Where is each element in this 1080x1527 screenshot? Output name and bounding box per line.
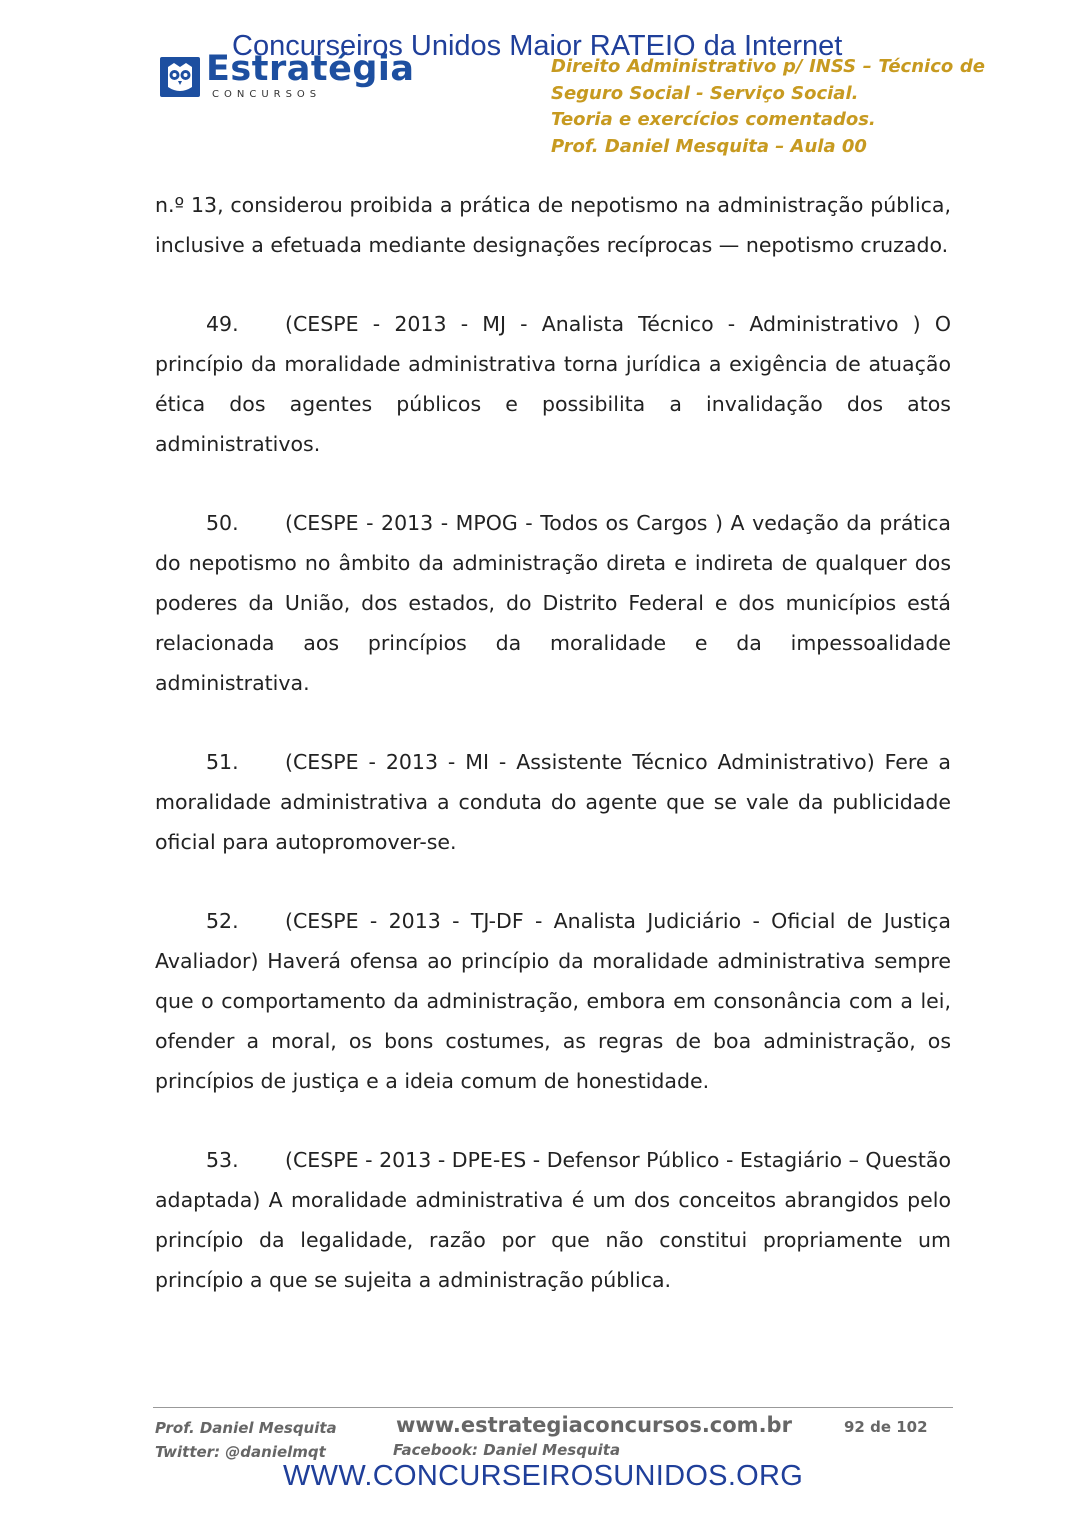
question-number: 52. (206, 909, 239, 933)
footer-divider (153, 1407, 953, 1408)
question-49 (155, 304, 951, 464)
footer-twitter: Twitter: @danielmqt (155, 1443, 326, 1461)
intro-paragraph: n.º 13, considerou proibida a prática de nepotismo na administração pública, inclusive a efetuada mediante designações recíprocas — nepotismo cruzado. (155, 193, 951, 257)
question-number: 53. (206, 1148, 239, 1172)
footer-facebook: Facebook: Daniel Mesquita (393, 1441, 621, 1459)
question-text: (CESPE - 2013 - DPE-ES - Defensor Público - Estagiário – Questão adaptada) A moralidade administrativa é um dos conceitos abrangidos pelo princípio da legalidade, razão por que não constitui propriamente um princípio a que se sujeita a administração pública. (155, 1148, 951, 1292)
footer-author: Prof. Daniel Mesquita (155, 1419, 337, 1437)
question-number: 49. (206, 312, 239, 336)
logo-subtitle: CONCURSOS (212, 89, 322, 100)
question-53 (155, 1140, 951, 1300)
document-body (155, 185, 951, 1300)
question-text: (CESPE - 2013 - MPOG - Todos os Cargos ) A vedação da prática do nepotismo no âmbito da administração direta e indireta de qualquer dos poderes da União, dos estados, do Distrito Federal e dos municípios está relacionada aos princípios da moralidade e da impessoalidade administrativa. (155, 511, 951, 695)
document-header (551, 54, 991, 160)
owl-icon (160, 57, 200, 97)
footer-site-block (393, 1410, 792, 1460)
page-number: 92 de 102 (844, 1418, 928, 1436)
question-50 (155, 503, 951, 703)
question-text: (CESPE - 2013 - MI - Assistente Técnico Administrativo) Fere a moralidade administrativa a conduta do agente que se vale da publicidade oficial para autopromover-se. (155, 750, 951, 854)
header-course-description: Teoria e exercícios comentados. (551, 109, 876, 130)
question-number: 50. (206, 511, 239, 535)
question-52 (155, 901, 951, 1101)
question-text: (CESPE - 2013 - TJ-DF - Analista Judiciário - Oficial de Justiça Avaliador) Haverá ofensa ao princípio da moralidade administrativa sempre que o comportamento da administração, embora em consonância com a lei, ofender a moral, os bons costumes, as regras de boa administração, os princípios de justiça e a ideia comum de honestidade. (155, 909, 951, 1093)
question-number: 51. (206, 750, 239, 774)
header-course-subtitle: Seguro Social - Serviço Social. (551, 82, 859, 104)
logo-wordmark: Estratégia (206, 49, 415, 89)
footer-author-block (155, 1416, 337, 1464)
header-course-line: Direito Administrativo p/ INSS – Técnico de (551, 56, 985, 77)
watermark-top: Concurseiros Unidos Maior RATEIO da Internet (232, 30, 843, 62)
question-text: (CESPE - 2013 - MJ - Analista Técnico - Administrativo ) O princípio da moralidade administrativa torna jurídica a exigência de atuação ética dos agentes públicos e possibilita a invalidação dos atos administrativos. (155, 312, 951, 456)
header-professor-lesson: Prof. Daniel Mesquita – Aula 00 (551, 135, 867, 157)
question-51 (155, 742, 951, 862)
footer-website-link[interactable]: www.estrategiaconcursos.com.br (396, 1413, 792, 1437)
watermark-bottom[interactable]: WWW.CONCURSEIROSUNIDOS.ORG (283, 1460, 804, 1492)
